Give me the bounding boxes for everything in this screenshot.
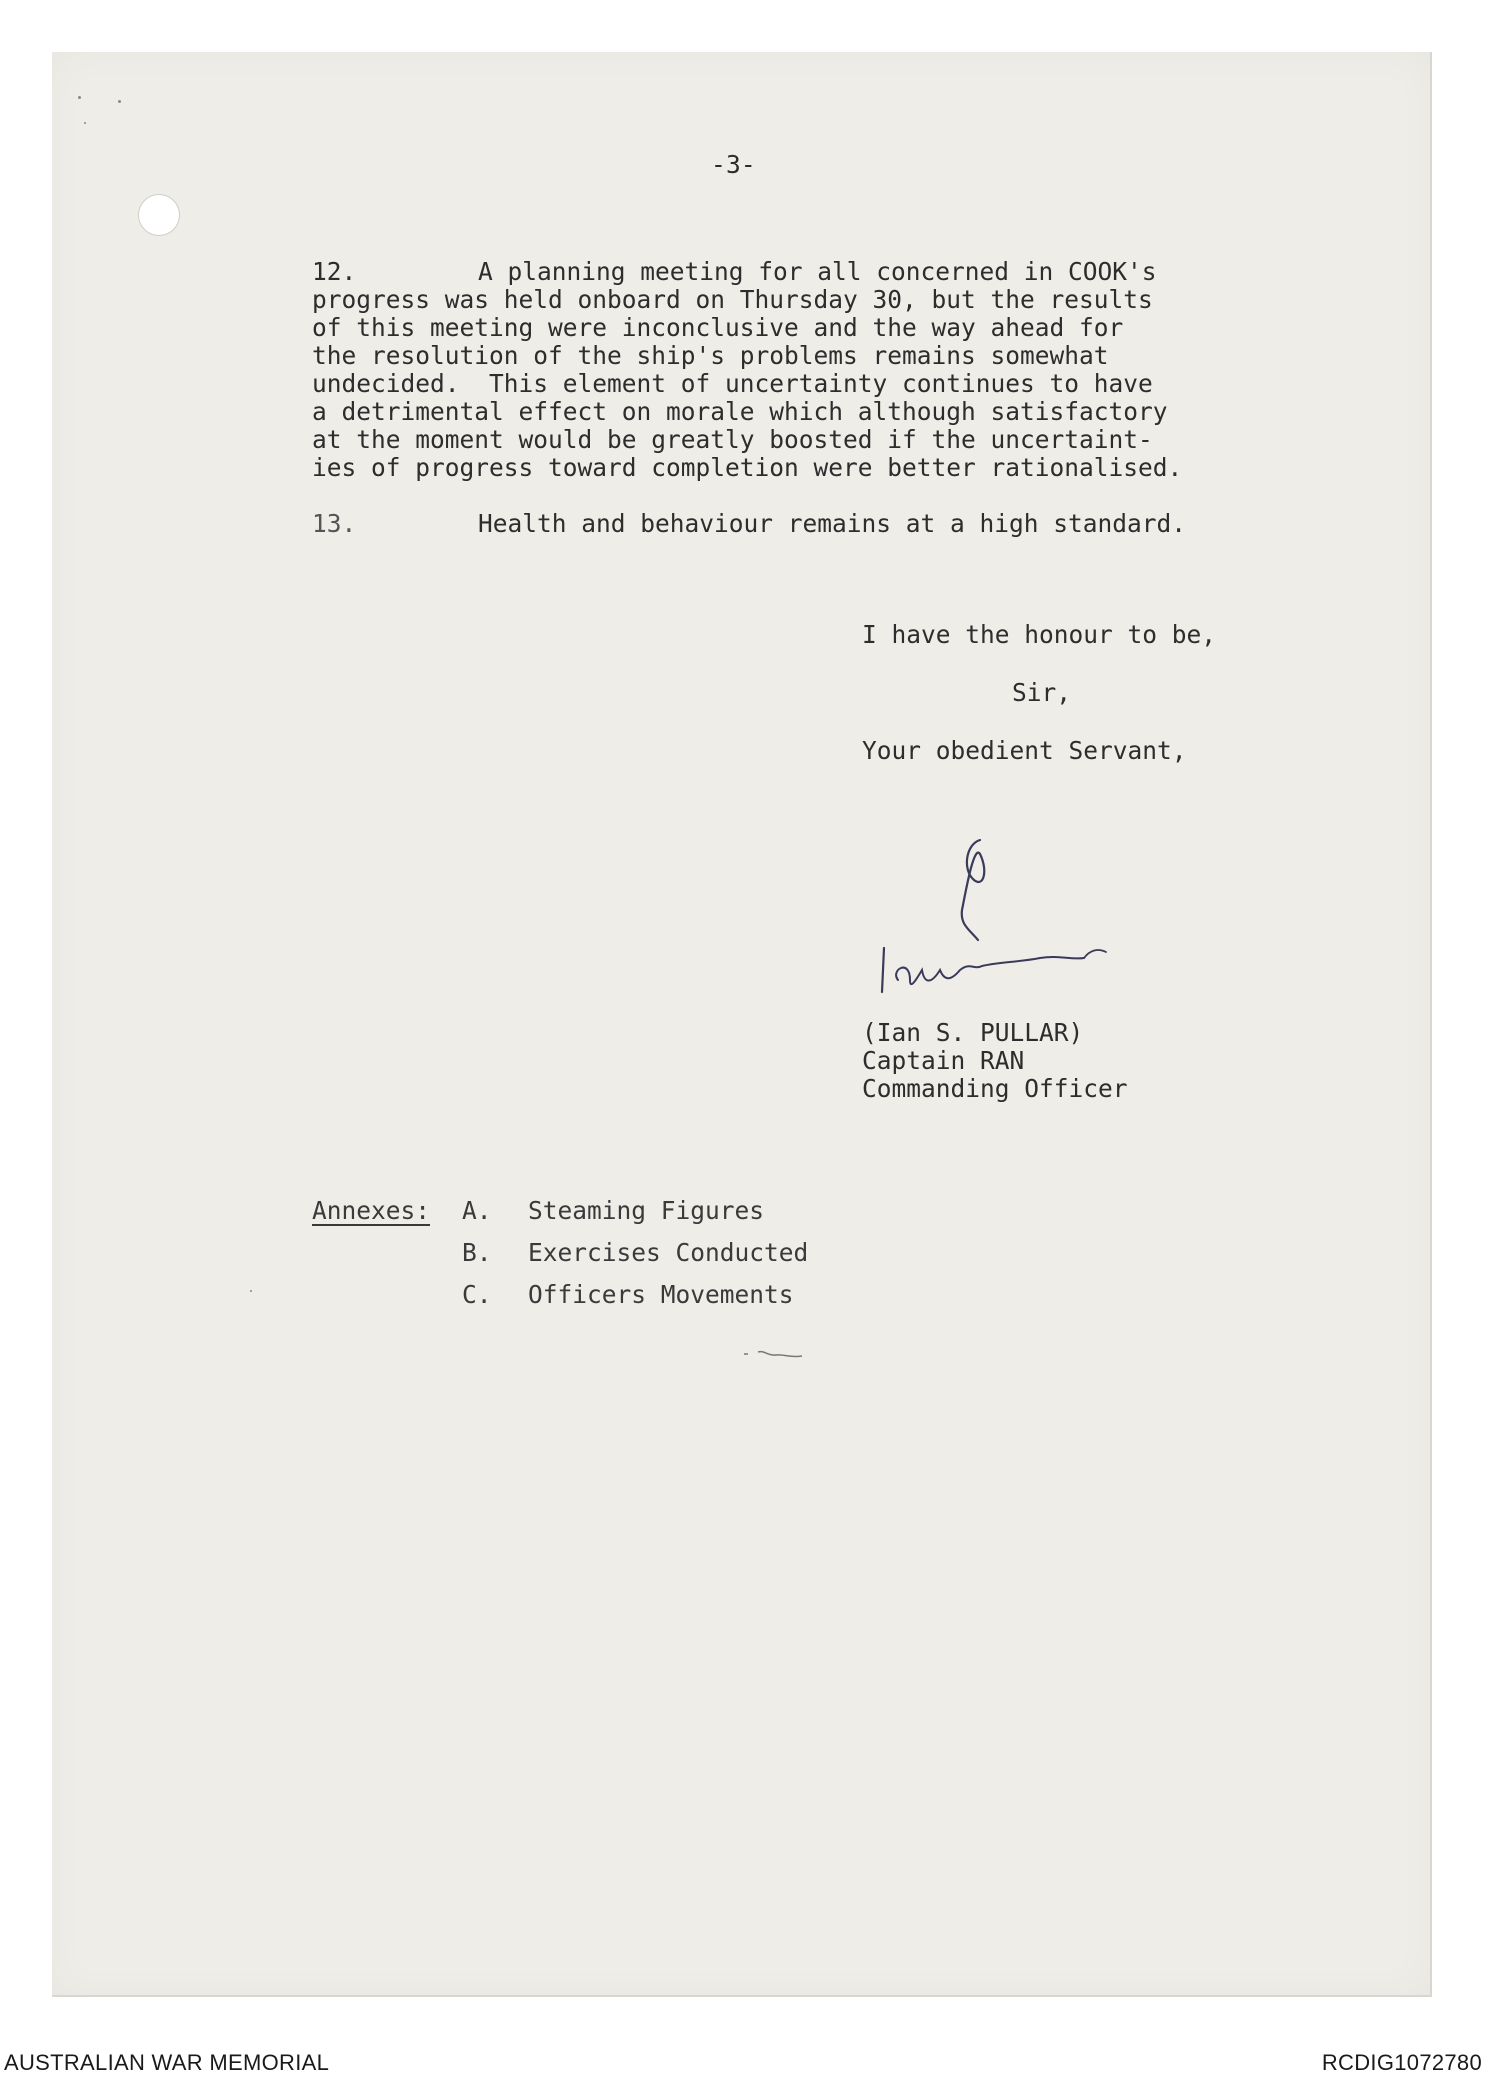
paragraph-line: Health and behaviour remains at a high standard.: [478, 509, 1187, 538]
signatory-rank: Captain RAN: [862, 1046, 1025, 1075]
paragraph-line: the resolution of the ship's problems remains somewhat: [312, 341, 1109, 370]
signatory-name: (Ian S. PULLAR): [862, 1018, 1084, 1047]
paragraph-line: of this meeting were inconclusive and the way ahead for: [312, 313, 1124, 342]
paper-speck: [78, 96, 81, 99]
paragraph-line: ies of progress toward completion were better rationalised.: [312, 453, 1183, 482]
signatory-title: Commanding Officer: [862, 1074, 1128, 1103]
paragraph-line: A planning meeting for all concerned in COOK's: [478, 257, 1157, 286]
paper-speck: [250, 1290, 252, 1292]
annex-letter: B.: [462, 1238, 492, 1267]
closing-line-3: Your obedient Servant,: [862, 736, 1187, 765]
paragraph-line: a detrimental effect on morale which although satisfactory: [312, 397, 1168, 426]
annex-title: Steaming Figures: [528, 1196, 765, 1225]
footer-record-id: RCDIG1072780: [1321, 2050, 1482, 2075]
paper-speck: [118, 100, 121, 103]
closing-line-2: Sir,: [1012, 678, 1072, 707]
paper-speck: [84, 122, 86, 124]
annex-title: Exercises Conducted: [528, 1238, 809, 1267]
annex-title: Officers Movements: [528, 1280, 794, 1309]
paragraph-number: 13.: [312, 509, 357, 538]
page-number: -3-: [711, 150, 756, 179]
handwritten-signature: [870, 830, 1130, 1010]
paragraph-line: undecided. This element of uncertainty continues to have: [312, 369, 1153, 398]
annex-letter: A.: [462, 1196, 492, 1225]
closing-line-1: I have the honour to be,: [862, 620, 1217, 649]
paragraph-line: progress was held onboard on Thursday 30, but the results: [312, 285, 1153, 314]
paragraph-number: 12.: [312, 257, 357, 286]
annex-letter: C.: [462, 1280, 492, 1309]
ink-mark: [740, 1346, 810, 1362]
paragraph-line: at the moment would be greatly boosted if the uncertaint-: [312, 425, 1153, 454]
annexes-label: Annexes:: [312, 1196, 431, 1225]
footer-institution: AUSTRALIAN WAR MEMORIAL: [4, 2050, 330, 2075]
punch-hole: [138, 194, 180, 236]
